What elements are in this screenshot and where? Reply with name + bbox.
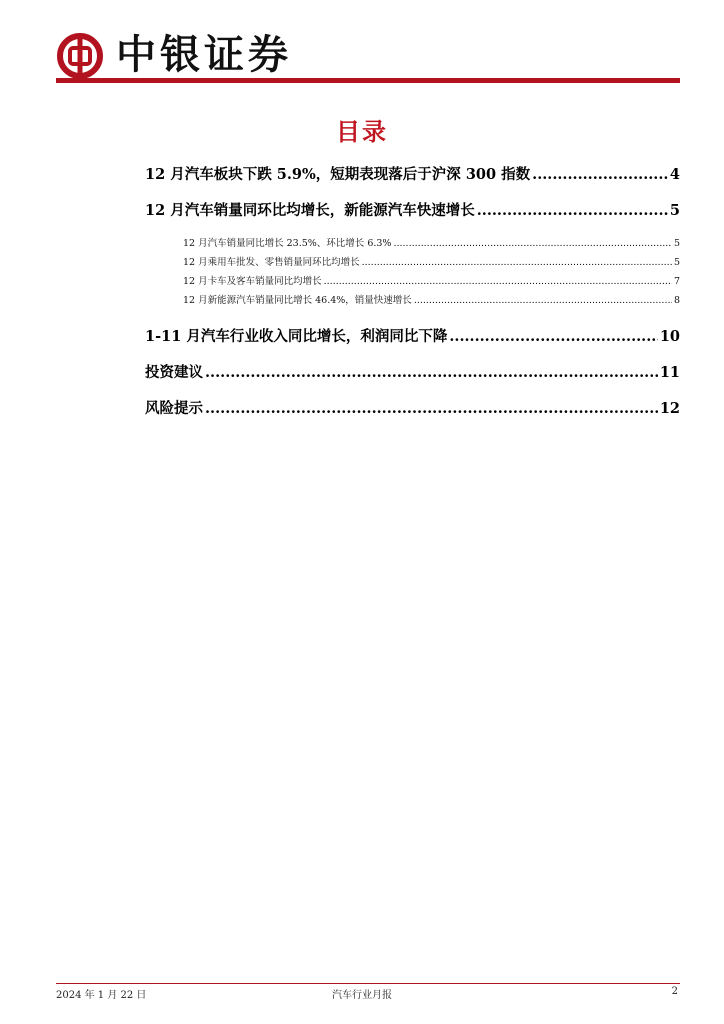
toc-entry-title: 12 月新能源汽车销量同比增长 46.4%，销量快速增长	[183, 295, 412, 306]
footer-date: 2024 年 1 月 22 日	[56, 990, 147, 1001]
toc-entry-title: 投资建议	[145, 364, 203, 381]
toc-entry-page: 10	[659, 328, 680, 345]
toc-subentry[interactable]	[183, 254, 680, 268]
brand-name: 中银证券	[116, 31, 292, 78]
footer-divider	[56, 983, 680, 984]
toc-entry-page: 5	[673, 238, 680, 249]
toc-leader-dots	[414, 295, 672, 306]
toc-entry[interactable]	[145, 199, 680, 220]
toc-leader-dots	[532, 166, 668, 183]
toc-entry-page: 4	[669, 166, 680, 183]
toc-entry-page: 12	[659, 400, 680, 417]
toc-entry-page: 5	[669, 202, 680, 219]
footer-page-number: 2	[671, 986, 678, 997]
toc-leader-dots	[324, 276, 672, 287]
toc-entry[interactable]	[145, 361, 680, 382]
toc-leader-dots	[477, 202, 668, 219]
toc-leader-dots	[362, 257, 672, 268]
toc-entry-page: 5	[673, 257, 680, 268]
toc-title: 目录	[336, 117, 388, 146]
toc-entry-title: 12 月汽车销量同环比均增长，新能源汽车快速增长	[145, 202, 475, 219]
toc-entry-title: 1-11 月汽车行业收入同比增长，利润同比下降	[145, 328, 448, 345]
page-header	[56, 26, 680, 86]
toc-entry-title: 12 月汽车销量同比增长 23.5%、环比增长 6.3%	[183, 238, 392, 249]
toc-entry-title: 12 月卡车及客车销量同比均增长	[183, 276, 322, 287]
toc-entry[interactable]	[145, 397, 680, 418]
toc-entry-title: 风险提示	[145, 400, 203, 417]
toc-entry[interactable]	[145, 163, 680, 184]
toc-entry-page: 11	[659, 364, 680, 381]
toc-entry-title: 12 月汽车板块下跌 5.9%，短期表现落后于沪深 300 指数	[145, 166, 531, 183]
toc-leader-dots	[393, 238, 671, 249]
footer-report-type: 汽车行业月报	[332, 990, 392, 1001]
toc-leader-dots	[205, 400, 658, 417]
toc-entry-page: 8	[673, 295, 680, 306]
header-divider	[56, 78, 680, 83]
toc-entry[interactable]	[145, 325, 680, 346]
toc-subentry[interactable]	[183, 292, 680, 306]
toc-subentry[interactable]	[183, 235, 680, 249]
toc-entry-page: 7	[673, 276, 680, 287]
toc-leader-dots	[205, 364, 658, 381]
toc-entry-title: 12 月乘用车批发、零售销量同环比均增长	[183, 257, 360, 268]
toc-subentry[interactable]	[183, 273, 680, 287]
toc-leader-dots	[449, 328, 657, 345]
bank-of-china-logo-icon	[56, 32, 104, 80]
